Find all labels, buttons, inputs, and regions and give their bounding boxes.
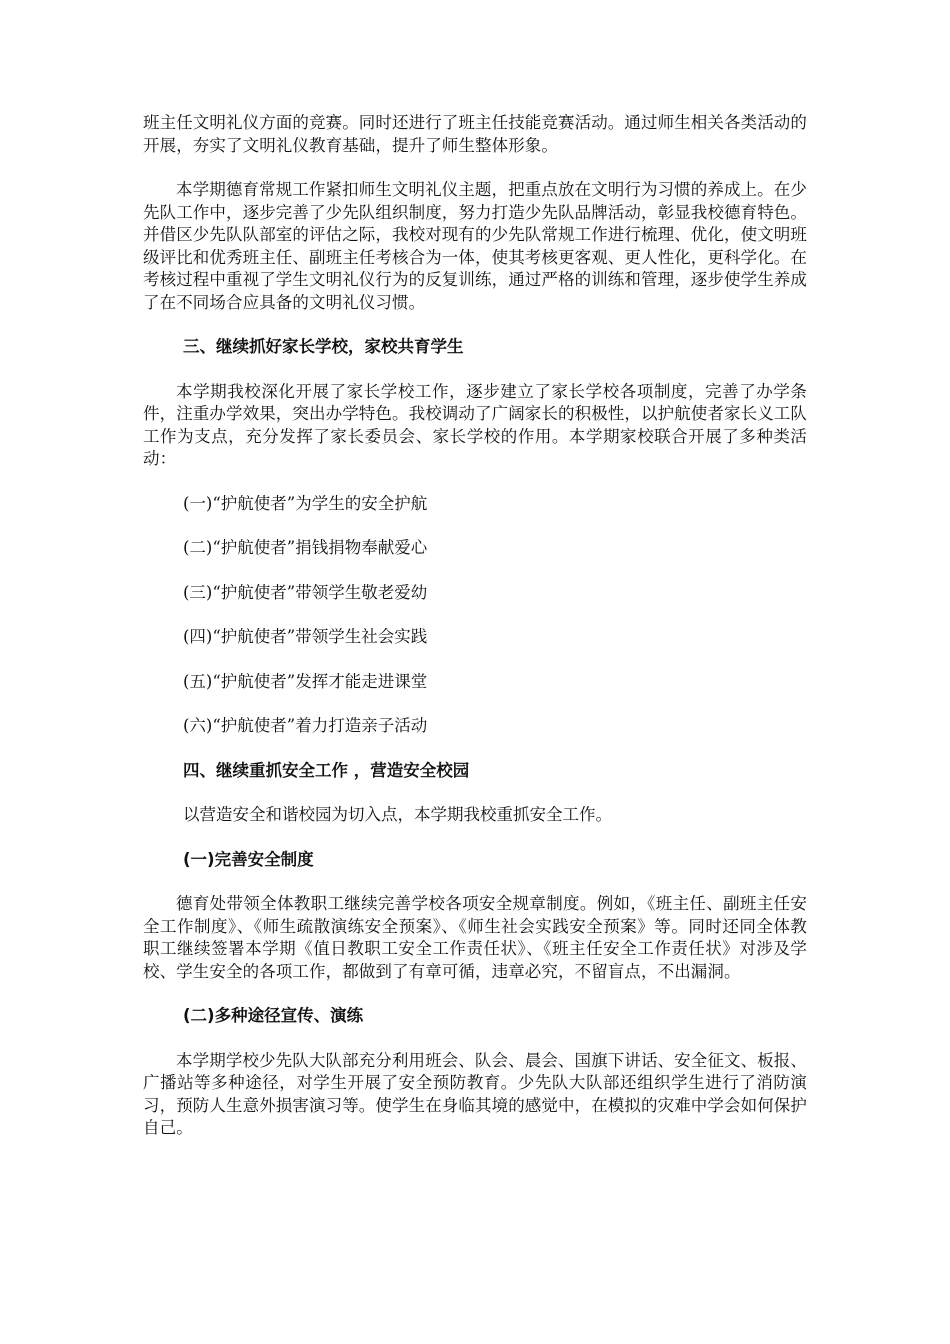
section-heading-3: 三、继续抓好家长学校，家校共育学生 — [183, 337, 464, 356]
subsection-heading-4-2: (二)多种途径宣传、演练 — [183, 1006, 364, 1025]
paragraph-4: 以营造安全和谐校园为切入点，本学期我校重抓安全工作。 — [183, 805, 612, 824]
list-item: (五)“护航使者”发挥才能走进课堂 — [183, 671, 428, 691]
document-page — [143, 112, 807, 1140]
paragraph-2: 本学期德育常规工作紧扣师生文明礼仪主题，把重点放在文明行为习惯的养成上。在少先队工作中，逐步完善了少先队组织制度，努力打造少先队品牌活动，彰显我校德育特色。并借区少先队队部室的评估之际，我校对现有的少先队常规工作进行梳理、优化，使文明班级评比和优秀班主任、副班主任考核合为一体，使其考核更客观、更人性化，更科学化。在考核过程中重视了学生文明礼仪行为的反复训练，通过严格的训练和管理，逐步使学生养成了在不同场合应具备的文明礼仪习惯。 — [143, 180, 807, 312]
paragraph-3: 本学期我校深化开展了家长学校工作，逐步建立了家长学校各项制度，完善了办学条件，注重办学效果，突出办学特色。我校调动了广阔家长的积极性，以护航使者家长义工队工作为支点，充分发挥了家长委员会、家长学校的作用。本学期家校联合开展了多种类活动： — [143, 381, 807, 468]
section-heading-4: 四、继续重抓安全工作 ，营造安全校园 — [183, 760, 470, 780]
list-item: (六)“护航使者”着力打造亲子活动 — [183, 716, 428, 735]
paragraph-6: 本学期学校少先队大队部充分利用班会、队会、晨会、国旗下讲话、安全征文、板报、广播站等多种途径，对学生开展了安全预防教育。少先队大队部还组织学生进行了消防演习，预防人生意外损害演习等。使学生在身临其境的感觉中，在模拟的灾难中学会如何保护自己。 — [143, 1050, 807, 1137]
list-item: (二)“护航使者”捐钱捐物奉献爱心 — [183, 538, 428, 557]
list-item: (一)“护航使者”为学生的安全护航 — [183, 493, 428, 513]
subsection-heading-4-1: (一)完善安全制度 — [183, 849, 314, 869]
list-item: (四)“护航使者”带领学生社会实践 — [183, 627, 428, 646]
paragraph-1: 班主任文明礼仪方面的竞赛。同时还进行了班主任技能竞赛活动。通过师生相关各类活动的开展，夯实了文明礼仪教育基础，提升了师生整体形象。 — [143, 113, 807, 155]
list-item: (三)“护航使者”带领学生敬老爱幼 — [183, 582, 428, 602]
paragraph-5: 德育处带领全体教职工继续完善学校各项安全规章制度。例如，《班主任、副班主任安全工作制度》、《师生疏散演练安全预案》、《师生社会实践安全预案》等。同时还同全体教职工继续签署本学期《值日教职工安全工作责任状》、《班主任安全工作责任状》对涉及学校、学生安全的各项工作，都做到了有章可循，违章必究，不留盲点，不出漏洞。 — [143, 894, 807, 981]
